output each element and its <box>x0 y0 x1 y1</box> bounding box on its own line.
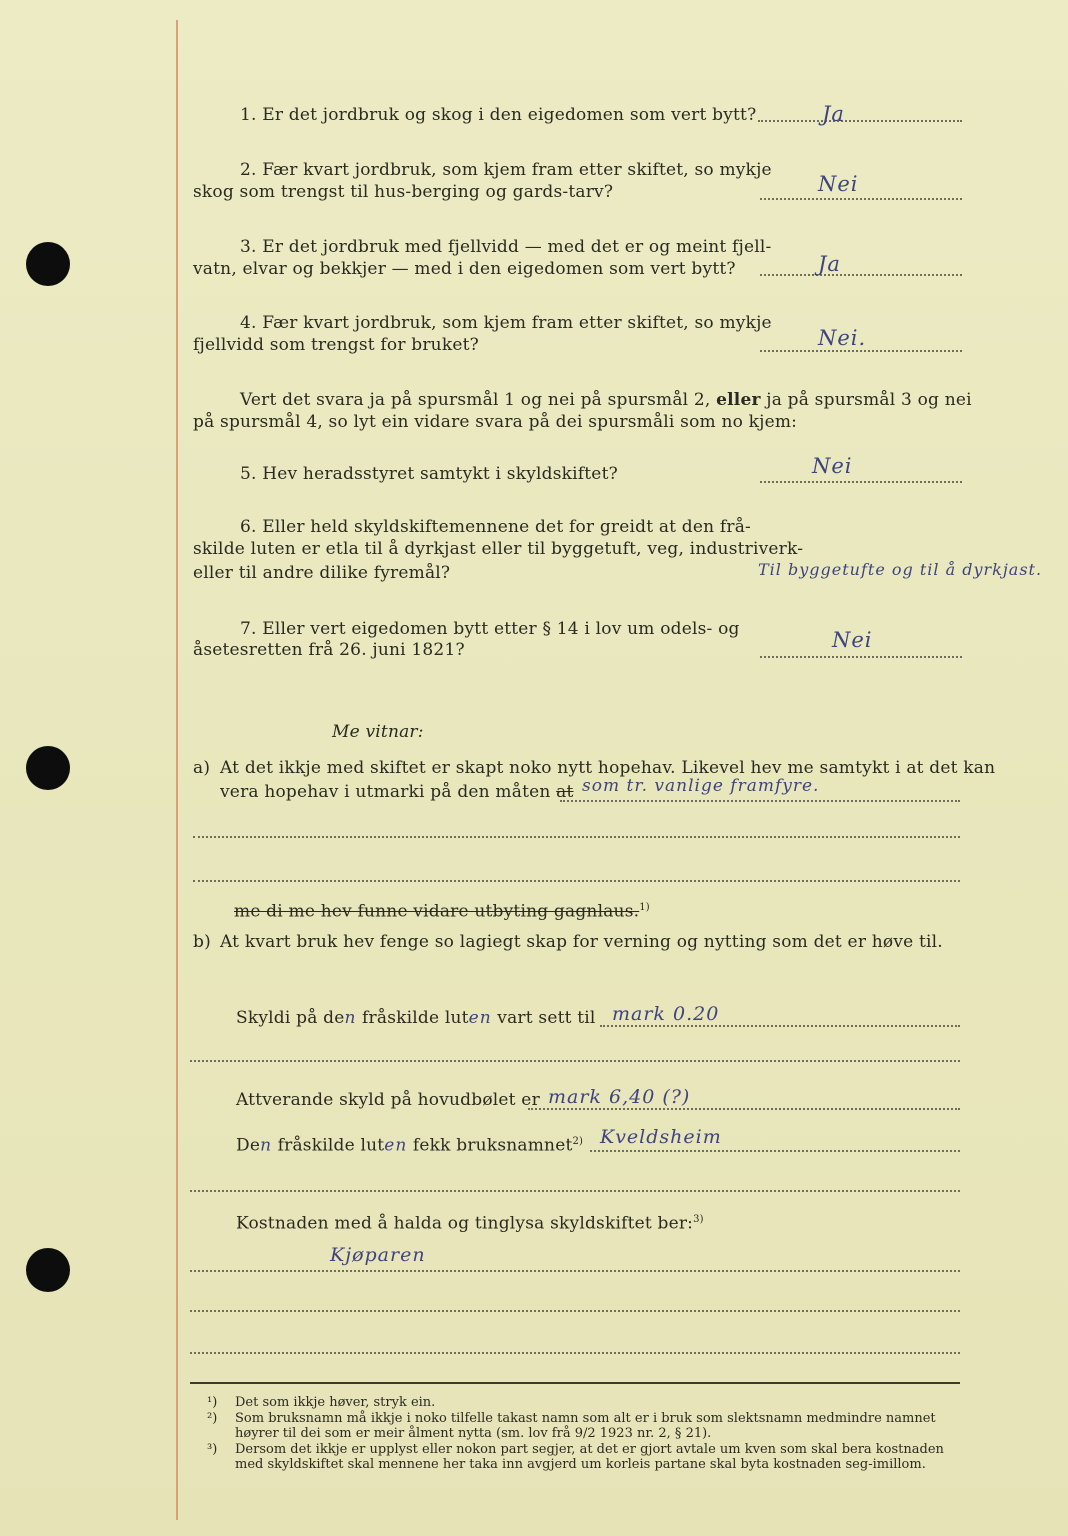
footnote-separator <box>190 1382 960 1384</box>
kostnad-sup: 3) <box>693 1214 704 1225</box>
question-4-line-1: 4. Fær kvart jordbruk, som kjem fram etter skiftet, so mykje <box>240 313 772 333</box>
skyld-dots <box>600 1025 960 1027</box>
skyld-label-3: vart sett til <box>497 1008 596 1028</box>
witness-heading: Me vitnar: <box>332 722 424 742</box>
bruksnamn-label-2: fråskilde lut <box>277 1135 385 1156</box>
witness-b-label: b) <box>193 932 211 952</box>
question-4-line-2: fjellvidd som trengst for bruket? <box>193 335 479 355</box>
witness-a-line-2 <box>220 780 574 804</box>
kostnad-line-3 <box>190 1352 960 1354</box>
witness-a-line-2-dots <box>560 800 960 802</box>
bruksnamn-value: Kveldsheim <box>600 1126 722 1148</box>
bruksnamn-dots <box>590 1150 960 1152</box>
footnote-2-num: ²) <box>207 1411 218 1426</box>
answer-3: Ja <box>818 252 841 276</box>
kostnad-line-2 <box>190 1310 960 1312</box>
skyld-blank-line <box>190 1060 960 1062</box>
witness-blank-line-1 <box>193 836 960 838</box>
bruksnamn-hand-1: n <box>260 1135 273 1156</box>
bruksnamn-hand-2: en <box>384 1135 408 1156</box>
witness-b-text: At kvart bruk hev fenge so lagiegt skap for verning og nytting som det er høve til. <box>220 932 943 952</box>
skyld-hand-1: n <box>344 1008 357 1028</box>
skyld-label-2: fråskilde lut <box>362 1008 469 1028</box>
attverande-value: mark 6,40 (?) <box>548 1086 691 1108</box>
answer-6: Til byggetufte og til å dyrkjast. <box>758 560 1043 579</box>
answer-1: Ja <box>822 102 845 126</box>
question-3-line-1: 3. Er det jordbruk med fjellvidd — med det er og meint fjell- <box>240 237 772 257</box>
question-2-line-2: skog som trengst til hus-berging og gards-tarv? <box>193 182 614 202</box>
punch-hole-bottom <box>26 1248 70 1292</box>
question-2-line-1: 2. Fær kvart jordbruk, som kjem fram etter skiftet, so mykje <box>240 160 772 180</box>
skyld-label <box>236 1006 596 1030</box>
instruction-line-1 <box>240 388 972 412</box>
kostnad-label <box>236 1208 704 1236</box>
instruction-bold: eller <box>716 390 761 410</box>
bruksnamn-blank-line <box>190 1190 960 1192</box>
witness-a-handwritten: som tr. vanlige framfyre. <box>582 776 820 796</box>
instruction-text-a: Vert det svara ja på spursmål 1 og nei på spursmål 2, <box>240 390 711 410</box>
answer-5: Nei <box>812 454 853 478</box>
punch-hole-middle <box>26 746 70 790</box>
margin-rule <box>176 20 178 1520</box>
footnote-1-num: ¹) <box>207 1395 218 1410</box>
instruction-line-2: på spursmål 4, so lyt ein vidare svara på dei spursmåli som no kjem: <box>193 412 798 432</box>
skyld-label-1: Skyldi på de <box>236 1008 345 1028</box>
answer-7: Nei <box>832 628 873 652</box>
footnote-3 <box>207 1442 967 1472</box>
footnote-2 <box>207 1411 967 1441</box>
answer-line-7 <box>760 656 962 658</box>
question-6-line-2: skilde luten er etla til å dyrkjast eller til byggetuft, veg, industriverk- <box>193 539 804 559</box>
answer-4: Nei. <box>818 326 867 350</box>
question-3-line-2: vatn, elvar og bekkjer — med i den eigedomen som vert bytt? <box>193 259 736 279</box>
answer-line-5 <box>760 481 962 483</box>
footnote-3-text: Dersom det ikkje er upplyst eller nokon part segjer, at det er gjort avtale um kven som skal bera kostnaden med skyldskiftet skal mennene her taka inn avgjerd um korleis partane skal byta kostnaden seg-imillom. <box>235 1442 944 1472</box>
answer-line-1 <box>758 120 962 122</box>
witness-a-line-1: At det ikkje med skiftet er skapt noko nytt hopehav. Likevel hev me samtykt i at det kan <box>220 758 996 778</box>
witness-a-struck: at <box>556 782 574 802</box>
bruksnamn-label <box>236 1130 583 1158</box>
question-6-line-1: 6. Eller held skyldskiftemennene det for greidt at den frå- <box>240 517 752 537</box>
footnote-3-num: ³) <box>207 1442 218 1457</box>
bruksnamn-label-3: fekk bruksnamnet <box>412 1135 573 1156</box>
kostnad-value: Kjøparen <box>330 1244 426 1266</box>
witness-a-text: vera hopehav i utmarki på den måten <box>220 782 551 802</box>
footnote-1 <box>207 1395 967 1410</box>
skyld-value: mark 0.20 <box>612 1003 720 1025</box>
kostnad-label-text: Kostnaden med å halda og tinglysa skyldskiftet ber: <box>236 1213 694 1234</box>
witness-struck-line <box>234 896 650 924</box>
witness-struck-text: me di me hev funne vidare utbyting gagnlaus. <box>234 901 640 922</box>
attverande-dots <box>528 1108 960 1110</box>
witness-blank-line-2 <box>193 880 960 882</box>
question-7-line-2: åsetesretten frå 26. juni 1821? <box>193 640 465 660</box>
bruksnamn-sup: 2) <box>572 1136 584 1147</box>
footnote-1-text: Det som ikkje høver, stryk ein. <box>235 1395 436 1410</box>
answer-line-2 <box>760 198 962 200</box>
question-5: 5. Hev heradsstyret samtykt i skyldskiftet? <box>240 464 618 484</box>
question-1: 1. Er det jordbruk og skog i den eigedomen som vert bytt? <box>240 105 757 125</box>
question-6-line-3: eller til andre dilike fyremål? <box>193 563 451 583</box>
witness-a-label: a) <box>193 758 211 778</box>
instruction-text-b: ja på spursmål 3 og nei <box>766 390 972 410</box>
kostnad-line-1 <box>190 1270 960 1272</box>
answer-line-4 <box>760 350 962 352</box>
answer-line-3 <box>760 274 962 276</box>
question-7-line-1: 7. Eller vert eigedomen bytt etter § 14 i lov um odels- og <box>240 619 740 639</box>
bruksnamn-label-1: De <box>236 1135 261 1156</box>
punch-hole-top <box>26 242 70 286</box>
attverande-label: Attverande skyld på hovudbølet er <box>236 1090 540 1110</box>
answer-2: Nei <box>818 172 859 196</box>
skyld-hand-2: en <box>468 1008 492 1028</box>
footnote-2-text: Som bruksnamn må ikkje i noko tilfelle takast namn som alt er i bruk som slektsnamn medmindre namnet høyrer til dei som er meir ålment nytta (sm. lov frå 9/2 1923 nr. 2, § 21). <box>235 1411 936 1441</box>
witness-struck-sup: 1) <box>639 902 650 913</box>
